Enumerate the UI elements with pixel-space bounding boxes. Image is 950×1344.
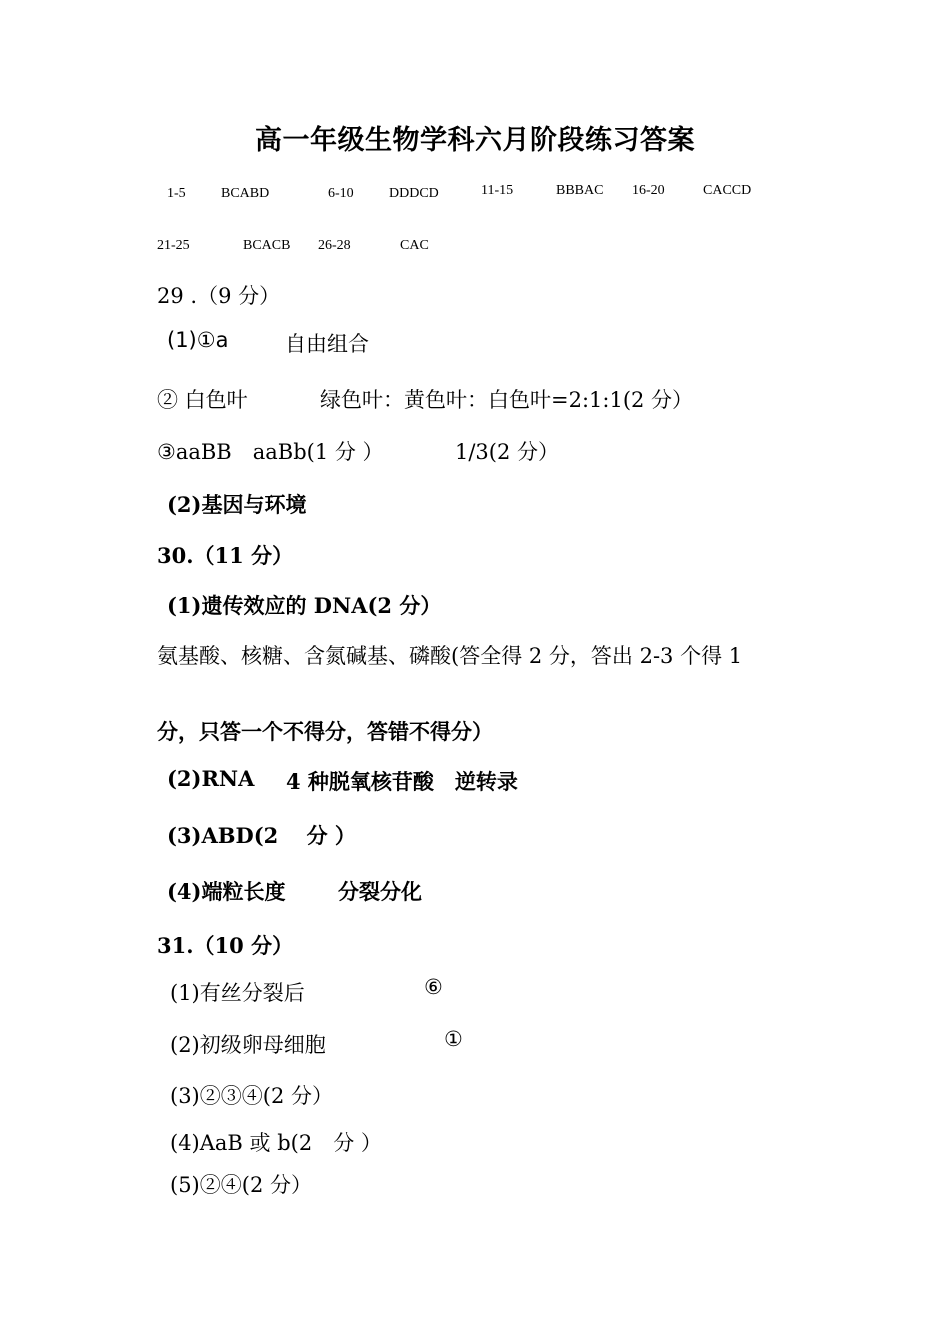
mcq-answer-1-5: BCABD: [221, 186, 270, 201]
q29-part3-answer-b: 1/3(2 分）: [455, 440, 560, 464]
mcq-answer-21-25: BCACB: [243, 238, 291, 253]
q31-part1-answer-a: (1)有丝分裂后: [170, 981, 305, 1005]
mcq-range-21-25: 21-25: [157, 238, 190, 253]
mcq-answer-6-10: DDDCD: [389, 186, 439, 201]
q31-part1-answer-b: ⑥: [424, 975, 443, 999]
mcq-range-26-28: 26-28: [318, 238, 351, 253]
q29-part2-answer-a: ② 白色叶: [157, 388, 248, 412]
q30-heading: 30.（11 分）: [157, 543, 294, 568]
mcq-answer-16-20: CACCD: [703, 183, 752, 198]
q29-part4-answer: (2)基因与环境: [167, 492, 307, 517]
q29-part3-answer-a: ③aaBB aaBb(1 分 ）: [157, 440, 384, 464]
mcq-range-6-10: 6-10: [328, 186, 354, 201]
q30-part1-note-cont: 分，只答一个不得分，答错不得分）: [157, 719, 493, 744]
q29-part2-answer-b: 绿色叶：黄色叶：白色叶=2:1:1(2 分）: [320, 388, 694, 412]
mcq-range-16-20: 16-20: [632, 183, 665, 198]
q31-part2-answer-b: ①: [444, 1027, 463, 1051]
mcq-answer-11-15: BBBAC: [556, 183, 604, 198]
q30-part4-answer-a: (4)端粒长度: [167, 879, 286, 904]
q31-part5-answer: (5)②④(2 分）: [170, 1173, 312, 1197]
mcq-range-1-5: 1-5: [167, 186, 186, 201]
q30-part1-answer: (1)遗传效应的 DNA(2 分）: [167, 593, 442, 618]
q30-part2-answer-b: 4 种脱氧核苷酸 逆转录: [286, 769, 518, 794]
mcq-range-11-15: 11-15: [481, 183, 514, 198]
mcq-answer-26-28: CAC: [400, 238, 429, 253]
q29-heading: 29 .（9 分）: [157, 284, 281, 308]
q30-part2-answer-a: (2)RNA: [167, 766, 255, 791]
q30-part3-answer: (3)ABD(2 分 ）: [167, 823, 356, 848]
q31-part2-answer-a: (2)初级卵母细胞: [170, 1033, 326, 1057]
q30-part1-note: 氨基酸、核糖、含氮碱基、磷酸(答全得 2 分，答出 2-3 个得 1: [157, 644, 743, 668]
q30-part4-answer-b: 分裂分化: [338, 879, 422, 904]
q29-part1-answer-b: 自由组合: [285, 332, 369, 356]
q31-heading: 31.（10 分）: [157, 933, 294, 958]
page-title: 高一年级生物学科六月阶段练习答案: [255, 125, 695, 156]
q29-part1-answer-a: (1)①a: [167, 328, 229, 352]
q31-part3-answer: (3)②③④(2 分）: [170, 1084, 333, 1108]
q31-part4-answer: (4)AaB 或 b(2 分 ）: [170, 1131, 382, 1155]
